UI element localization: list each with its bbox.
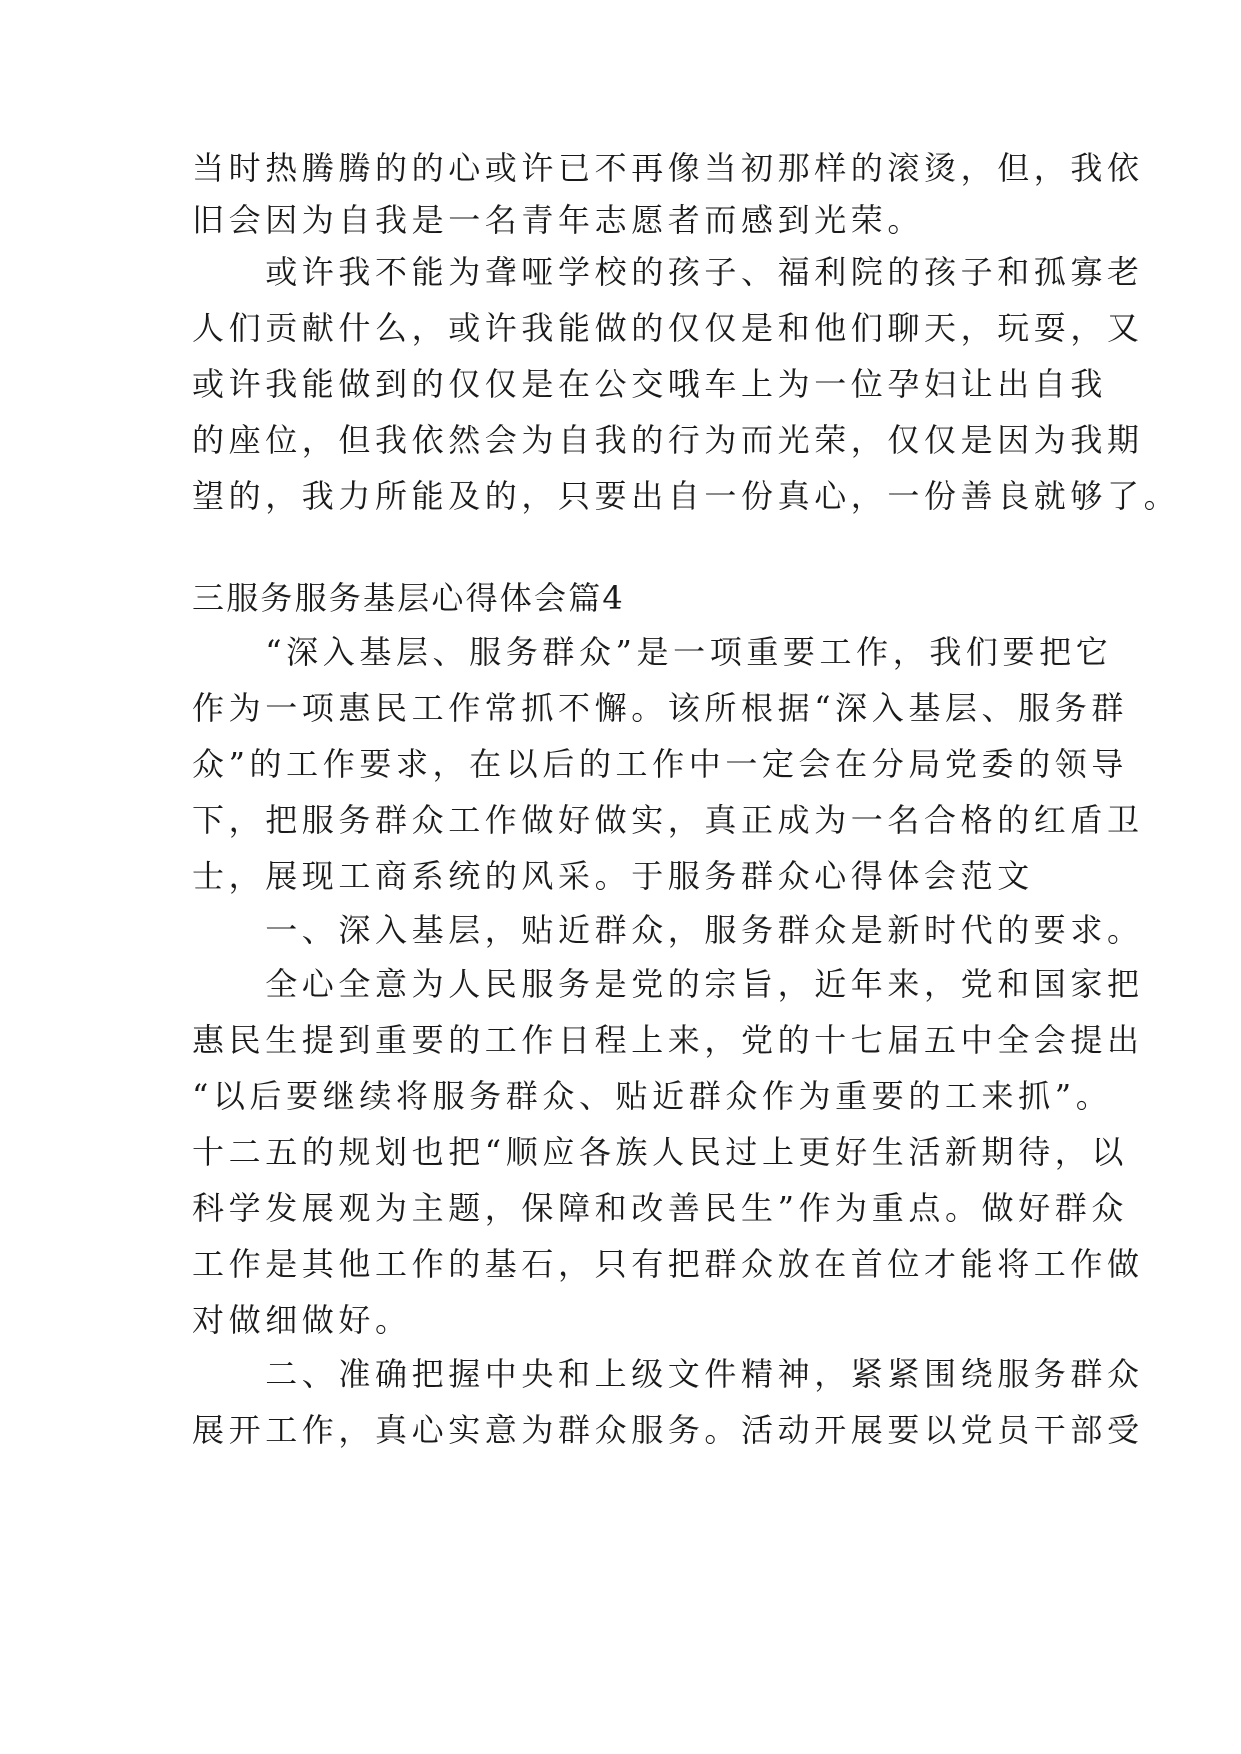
text-line: 当时热腾腾的的心或许已不再像当初那样的滚烫，但，我依 (192, 149, 1144, 187)
text-line: 十二五的规划也把“顺应各族人民过上更好生活新期待，以 (192, 1133, 1128, 1171)
text-line: 工作是其他工作的基石，只有把群众放在首位才能将工作做 (192, 1245, 1144, 1283)
text-line: 下，把服务群众工作做好做实，真正成为一名合格的红盾卫 (192, 801, 1144, 839)
text-line: 二、准确把握中央和上级文件精神，紧紧围绕服务群众 (192, 1355, 1144, 1393)
text-line: 或许我不能为聋哑学校的孩子、福利院的孩子和孤寡老 (192, 253, 1144, 291)
text-line: 展开工作，真心实意为群众服务。活动开展要以党员干部受 (192, 1411, 1144, 1449)
text-line: 望的，我力所能及的，只要出自一份真心，一份善良就够了。 (192, 477, 1181, 515)
text-line: 的座位，但我依然会为自我的行为而光荣，仅仅是因为我期 (192, 421, 1144, 459)
text-line: 众”的工作要求，在以后的工作中一定会在分局党委的领导 (192, 745, 1128, 783)
text-line: 全心全意为人民服务是党的宗旨，近年来，党和国家把 (192, 965, 1144, 1003)
text-line: 人们贡献什么，或许我能做的仅仅是和他们聊天，玩耍，又 (192, 309, 1144, 347)
text-line: 对做细做好。 (192, 1301, 412, 1339)
text-line: 或许我能做到的仅仅是在公交哦车上为一位孕妇让出自我 (192, 365, 1108, 403)
text-line: 惠民生提到重要的工作日程上来，党的十七届五中全会提出 (192, 1021, 1144, 1059)
text-line: 士，展现工商系统的风采。于服务群众心得体会范文 (192, 857, 1034, 895)
section-heading: 三服务服务基层心得体会篇4 (192, 579, 625, 617)
text-line: 一、深入基层，贴近群众，服务群众是新时代的要求。 (192, 911, 1144, 949)
text-line: “深入基层、服务群众”是一项重要工作，我们要把它 (192, 633, 1113, 671)
text-line: 旧会因为自我是一名青年志愿者而感到光荣。 (192, 201, 925, 239)
text-line: “以后要继续将服务群众、贴近群众作为重要的工来抓”。 (192, 1077, 1113, 1115)
text-line: 作为一项惠民工作常抓不懈。该所根据“深入基层、服务群 (192, 689, 1128, 727)
text-line: 科学发展观为主题，保障和改善民生”作为重点。做好群众 (192, 1189, 1128, 1227)
